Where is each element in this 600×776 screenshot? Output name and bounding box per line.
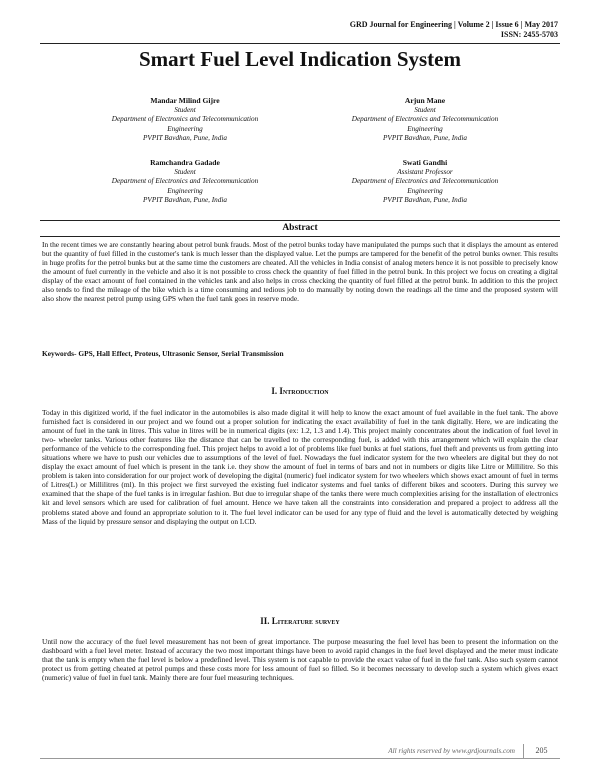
author-name: Ramchandra Gadade [150,158,220,167]
keywords: Keywords- GPS, Hall Effect, Proteus, Ultrasonic Sensor, Serial Transmission [42,349,284,358]
author-dept: Department of Electronics and Telecommunication [351,115,499,124]
section-number: I. [271,386,278,396]
author-role: Student [174,167,196,176]
author-dept-line2: Engineering [407,186,443,195]
author-dept-line2: Engineering [167,124,203,133]
author-name: Swati Gandhi [402,158,448,167]
author-dept: Department of Electronics and Telecommunication [111,177,259,186]
introduction-text: Today in this digitized world, if the fuel indicator in the automobiles is also made digital it will help to know the exact amount of fuel available in the fuel tank. The above furnished fact is considered in our project and we found out a proper solution for indicating the exact availability of fuel in the tank digitally. Here, we are indicating the amount of fuel in the tank in litres. This value in litres will be in numerical digits (ex: 1.2, 1.3 and 1.4). This project mainly concentrates about the indication of fuel level in two- wheeler tanks. Various other features like the distance that can be travelled to the corresponding fuel, is added with this arrangement which will explain the clear performance of the vehicle to the corresponding fuel. This project helps to avoid a lot of problems like fuel bunks at fuel stations, fuel theft and prevents us from getting into situations where we have to push our vehicles due to assumptions of the level of fuel. Nowadays the fuel indicator system for the two wheelers are digital but they do not display the exact amount of fuel which is present in the tank i.e. they show the amount of fuel in terms of bars and not in numbers or digits like Litre or Millilitre. So this problem is taken into consideration for our project work of developing the digital (numeric) fuel indicator system for two wheelers which shows exact amount of fuel in terms of Litres(L) or Millilitres (ml). In this project we first surveyed the existing fuel indicator systems and fuel tanks of different bikes and scooters. During this survey we examined that the shape of the fuel tanks is in irregular fashion. But due to irregular shape of the tanks there were much complexities arising for the installation of electronics kit and level sensors which are used for calibration of fuel amount. Hence we have taken all the constraints into consideration and prepared a project to address all the problems stated above and found an appropriate solution to it. The fuel level indicator can be used for any type of fluid and the level is automatically detected by weighing Mass of the liquid by pressure sensor and displaying the output on LCD. [42,408,558,526]
journal-name: GRD Journal for Engineering | Volume 2 | Issue 6 | May 2017 [349,20,558,29]
abstract-heading: Abstract [40,220,560,237]
footer-rule [40,758,560,759]
paper-title: Smart Fuel Level Indication System [139,47,461,71]
author-dept: Department of Electronics and Telecommunication [111,115,259,124]
author-dept: Department of Electronics and Telecommunication [351,177,499,186]
author-block [300,158,550,206]
journal-issn: ISSN: 2455-5703 [500,30,558,39]
author-institution: PVPIT Bavdhan, Pune, India [383,196,467,205]
author-role: Assistant Professor [397,167,453,176]
author-block [60,96,310,144]
author-block [300,96,550,144]
author-institution: PVPIT Bavdhan, Pune, India [383,134,467,143]
journal-header [350,20,558,40]
section-number: II. [260,616,270,626]
section-title: Literature survey [271,616,340,626]
abstract-text: In the recent times we are constantly hearing about petrol bunk frauds. Most of the petrol bunks today have manipulated the pumps such that it displays the amount as entered but the quantity of fuel filled in the customer's tank is much lesser than the displayed value. Let the pumps are tampered for the benefit of the petrol bunks owner. This results in huge profits for the petrol bunks but at the same time the customers are cheated. All the vehicles in India consist of analog meters hence it is not possible to precisely know the amount of fuel currently in the vehicle and also it is not possible to cross check the quantity of fuel filled in the petrol bunk. In this project we focus on creating a digital display of the exact amount of fuel contained in the vehicles tank and also helps in cross checking the quantity of fuel filled at the petrol bunk. In addition to this the project also tends to find the mileage of the bike which is a time consuming and tedious job to do manually by noting down the readings all the time and the proposed system will also show the nearest petrol pump using GPS when the fuel tank goes in reserve mode. [42,240,558,304]
section-heading-introduction [0,386,600,396]
header-rule [40,43,560,44]
footer-rights: All rights reserved by www.grdjournals.com [388,747,515,755]
author-dept-line2: Engineering [167,186,203,195]
literature-survey-text: Until now the accuracy of the fuel level measurement has not been of great importance. The purpose measuring the fuel level has been to present the information on the dashboard with a fuel level meter. Instead of accuracy the two most important things have been to avoid rapid changes in the fuel level displayed and the meter must indicate that the tank is empty when the fuel level is below a predefined level. This system is not capable to provide the exact value of fuel in the fuel tank. Also such system cannot protect us from getting cheated at petrol pumps and these costs more for less amount of fuel so filled. So it becomes necessary to develop such a system which gives exact (numeric) value of fuel in fuel tank. Mainly there are four fuel measuring techniques. [42,637,558,683]
author-block [60,158,310,206]
section-title: Introduction [279,386,329,396]
author-institution: PVPIT Bavdhan, Pune, India [143,134,227,143]
author-institution: PVPIT Bavdhan, Pune, India [143,196,227,205]
author-dept-line2: Engineering [407,124,443,133]
section-heading-literature-survey [0,616,600,626]
author-role: Student [174,105,196,114]
author-name: Arjun Mane [404,96,446,105]
author-role: Student [414,105,436,114]
author-name: Mandar Milind Gijre [150,96,220,105]
page-number: 205 [523,744,559,758]
